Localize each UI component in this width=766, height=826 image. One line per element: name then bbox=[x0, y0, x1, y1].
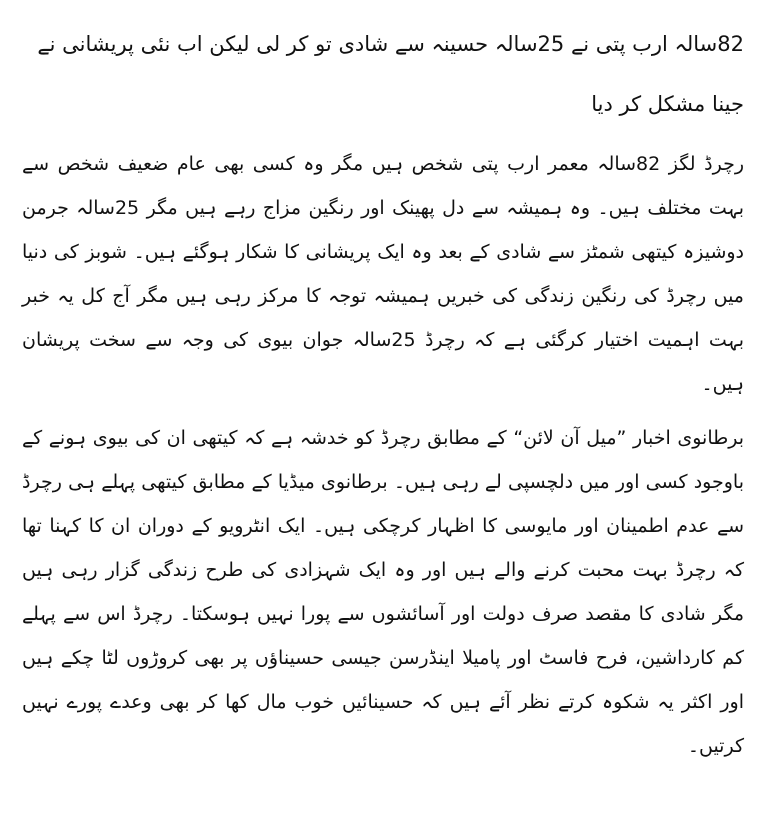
article-headline: 82سالہ ارب پتی نے 25سالہ حسینہ سے شادی تو کر لی لیکن اب نئی پریشانی نے جینا مشکل کر دیا bbox=[37, 32, 744, 116]
article-paragraph: برطانوی اخبار ”میل آن لائن“ کے مطابق رچرڈ کو خدشہ ہے کہ کیتھی ان کی بیوی ہونے کے باوجود کسی اور میں دلچسپی لے رہی ہیں۔ برطانوی میڈیا کے مطابق کیتھی پہلے ہی رچرڈ سے عدم اطمینان اور مایوسی کا اظہار کرچکی ہیں۔ ایک انٹرویو کے دوران ان کا کہنا تھا کہ رچرڈ بہت محبت کرنے والے ہیں اور وہ ایک شہزادی کی طرح زندگی گزار رہی ہیں مگر شادی کا مقصد صرف دولت اور آسائشوں سے پورا نہیں ہوسکتا۔ رچرڈ اس سے پہلے کم کارداشین، فرح فاسٹ اور پامیلا اینڈرسن جیسی حسیناﺅں پر بھی کروڑوں لٹا چکے ہیں اور اکثر یہ شکوہ کرتے نظر آئے ہیں کہ حسینائیں خوب مال کھا کر بھی وعدے پورے نہیں کرتیں۔ bbox=[22, 427, 744, 757]
article-paragraph: رچرڈ لگز 82سالہ معمر ارب پتی شخص ہیں مگر وہ کسی بھی عام ضعیف شخص سے بہت مختلف ہیں۔ وہ ہمیشہ سے دل پھینک اور رنگین مزاج رہے ہیں مگر 25سالہ جرمن دوشیزہ کیتھی شمٹز سے شادی کے بعد وہ ایک پریشانی کا شکار ہوگئے ہیں۔ شوبز کی دنیا میں رچرڈ کی رنگین زندگی کی خبریں ہمیشہ توجہ کا مرکز رہی ہیں مگر آج کل یہ خبر بہت اہمیت اختیار کرگئی ہے کہ رچرڈ 25سالہ جوان بیوی کی وجہ سے سخت پریشان ہیں۔ bbox=[22, 153, 744, 395]
